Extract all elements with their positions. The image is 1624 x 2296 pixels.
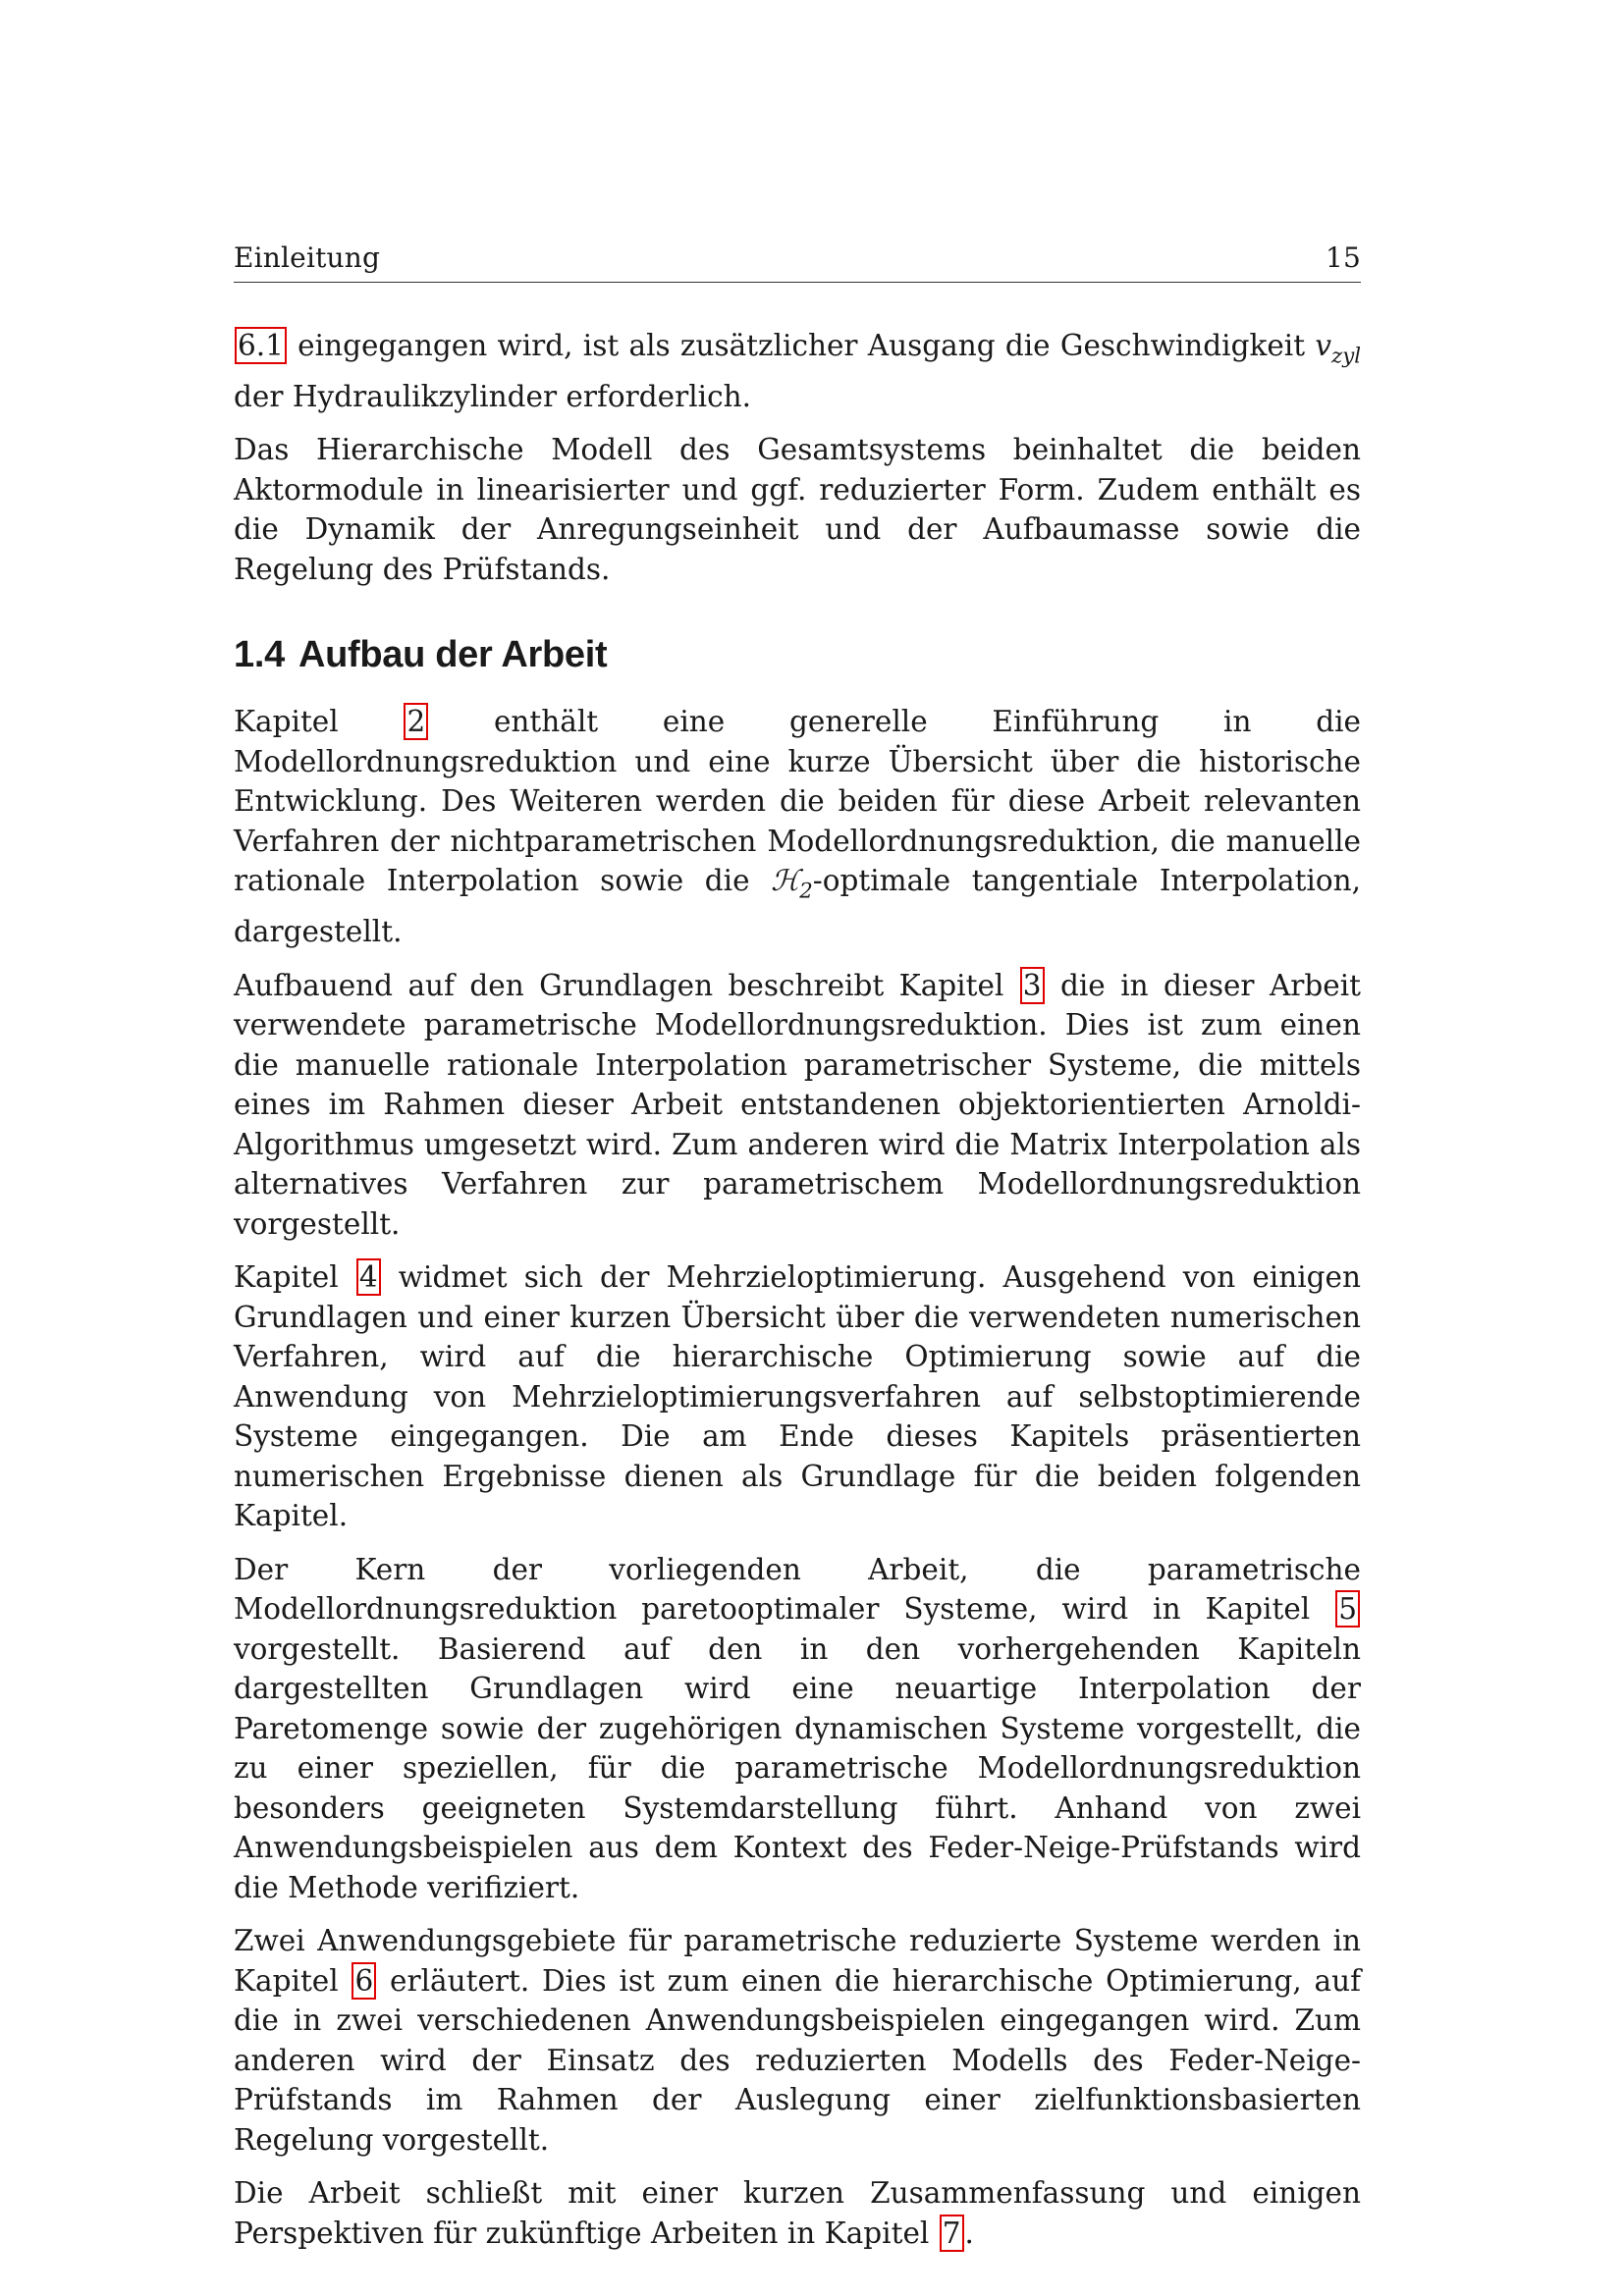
section-title: Aufbau der Arbeit xyxy=(298,634,608,676)
text-span: widmet sich der Mehrzieloptimierung. Ausgehend von einigen Grundlagen und einer kurzen Übersicht über die verwendeten numerischen Verfahren, wird auf die hierarchische Optimierung sowie auf die Anwendung von Mehrzieloptimierungsverfahren auf selbstoptimierende Systeme eingegangen. Die am Ende dieses Kapitels präsentierten numerischen Ergebnisse dienen als Grundlage für die beiden folgenden Kapitel. xyxy=(234,1260,1361,1533)
text-span: Zwei Anwendungsgebiete für parametrische reduzierte Systeme werden in Kapitel xyxy=(234,1924,1361,1998)
text-span: die in dieser Arbeit verwendete parametrische Modellordnungsreduktion. Dies ist zum einen die manuelle rationale Interpolation parametrischer Systeme, die mittels eines im Rahmen dieser Arbeit entstandenen objektorientierten Arnoldi-Algorithmus umgesetzt wird. Zum anderen wird die Matrix Interpolation als alternatives Verfahren zur parametrischem Modellordnungsreduktion vorgestellt. xyxy=(234,968,1361,1241)
paragraph xyxy=(234,702,1361,951)
chapter-reference-link[interactable]: 5 xyxy=(1335,1590,1360,1628)
paragraph xyxy=(234,326,1361,416)
text-span: Kapitel xyxy=(234,705,404,739)
chapter-reference-link[interactable]: 6 xyxy=(352,1962,376,2000)
text-span: vorgestellt. Basierend auf den in den vorhergehenden Kapiteln dargestellten Grundlagen wird eine neuartige Interpolation der Paretomenge sowie der zugehörigen dynamischen Systeme vorgestellt, die zu einer speziellen, für die parametrische Modellordnungsreduktion besonders geeigneten Systemdarstellung führt. Anhand von zwei Anwendungsbeispielen aus dem Kontext des Feder-Neige-Prüfstands wird die Methode verifiziert. xyxy=(234,1631,1361,1904)
running-header xyxy=(234,241,1361,283)
chapter-reference-link[interactable]: 3 xyxy=(1020,967,1045,1004)
math-subscript: 2 xyxy=(799,879,813,904)
chapter-reference-link[interactable]: 4 xyxy=(356,1258,381,1296)
chapter-reference-link[interactable]: 2 xyxy=(404,703,428,740)
math-h-symbol: ℋ xyxy=(771,864,800,898)
page-number: 15 xyxy=(1325,241,1361,274)
page xyxy=(234,241,1361,2267)
text-span: enthält eine generelle Einführung in die Modellordnungsreduktion und eine kurze Übersicht über die historische Entwicklung. Des Weiteren werden die beiden für diese Arbeit relevanten Verfahren der nichtparametrischen Modellordnungsreduktion, die manuelle rationale Interpolation sowie die xyxy=(234,705,1361,898)
text-span: der Hydraulikzylinder erforderlich. xyxy=(234,379,751,413)
cross-reference-link[interactable]: 6.1 xyxy=(235,327,287,364)
paragraph xyxy=(234,966,1361,1245)
math-subscript: zyl xyxy=(1331,344,1361,369)
text-span: eingegangen wird, ist als zusätzlicher Ausgang die Geschwindigkeit xyxy=(287,329,1316,362)
paragraph xyxy=(234,1550,1361,1908)
section-number: 1.4 xyxy=(234,634,285,676)
text-span: erläutert. Dies ist zum einen die hierarchische Optimierung, auf die in zwei verschiedenen Anwendungsbeispielen eingegangen wird. Zum anderen wird der Einsatz des reduzierten Modells des Feder-Neige-Prüfstands im Rahmen der Auslegung einer zielfunktionsbasierten Regelung vorgestellt. xyxy=(234,1963,1361,2157)
paragraph: Das Hierarchische Modell des Gesamtsystems beinhaltet die beiden Aktormodule in linearisierter und ggf. reduzierter Form. Zudem enthält es die Dynamik der Anregungseinheit und der Aufbaumasse sowie die Regelung des Prüfstands. xyxy=(234,433,1361,586)
text-span: . xyxy=(964,2216,974,2250)
text-span: -optimale tangentiale Interpolation, dargestellt. xyxy=(234,864,1361,949)
text-span: Die Arbeit schließt mit einer kurzen Zusammenfassung und einigen Perspektiven für zukünftige Arbeiten in Kapitel xyxy=(234,2176,1361,2250)
math-variable: v xyxy=(1315,329,1332,362)
header-chapter-title: Einleitung xyxy=(234,241,381,274)
text-span: Kapitel xyxy=(234,1260,355,1295)
text-span: Der Kern der vorliegenden Arbeit, die parametrische Modellordnungsreduktion paretooptimaler Systeme, wird in Kapitel xyxy=(234,1552,1361,1627)
paragraph xyxy=(234,2173,1361,2253)
paragraph xyxy=(234,1257,1361,1536)
paragraph xyxy=(234,1921,1361,2160)
section-heading xyxy=(234,634,1361,676)
chapter-reference-link[interactable]: 7 xyxy=(940,2215,964,2252)
body-text xyxy=(234,326,1361,2253)
text-span: Aufbauend auf den Grundlagen beschreibt Kapitel xyxy=(234,968,1019,1002)
